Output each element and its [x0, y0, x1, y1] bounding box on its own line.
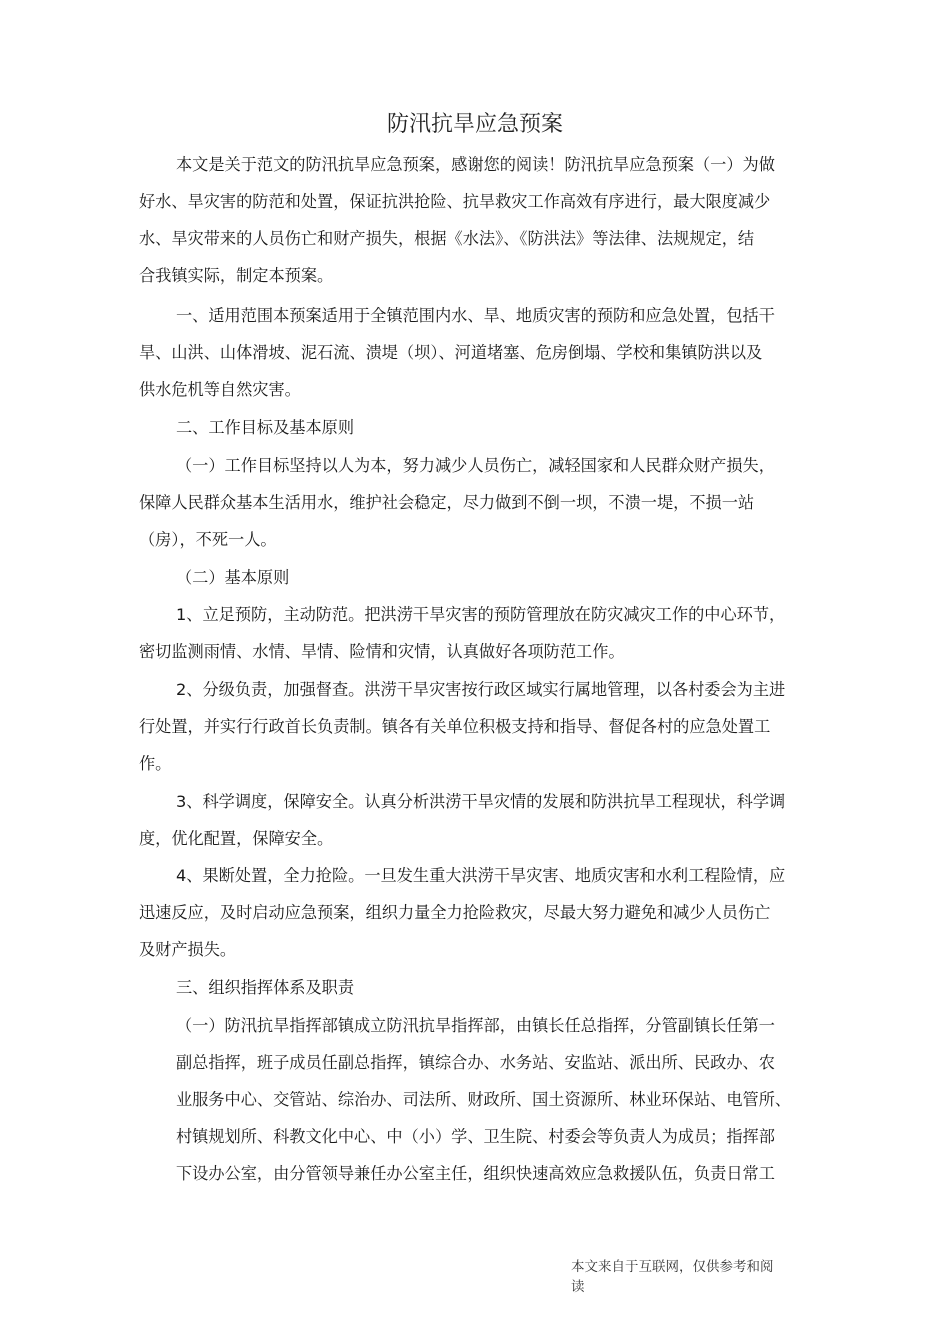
text-line: 本文是关于范文的防汛抗旱应急预案，感谢您的阅读！防汛抗旱应急预案（一）为做 [176, 155, 775, 174]
source-disclaimer [571, 1257, 791, 1297]
section-heading: （二）基本原则 [176, 568, 290, 587]
text-line: 下设办公室，由分管领导兼任办公室主任，组织快速高效应急救援队伍，负责日常工 [176, 1164, 775, 1183]
text-line: 密切监测雨情、水情、旱情、险情和灾情，认真做好各项防范工作。 [139, 642, 625, 661]
text-line: 一、适用范围本预案适用于全镇范围内水、旱、地质灾害的预防和应急处置，包括干 [176, 306, 775, 325]
text-line: 合我镇实际，制定本预案。 [139, 266, 334, 285]
disclaimer-line: 读 [571, 1279, 585, 1295]
text-line: 好水、旱灾害的防范和处置，保证抗洪抢险、抗旱救灾工作高效有序进行，最大限度减少 [139, 192, 771, 211]
text-line: 作。 [139, 754, 172, 773]
text-line: 村镇规划所、科教文化中心、中（小）学、卫生院、村委会等负责人为成员；指挥部 [176, 1127, 775, 1146]
text-line: 保障人民群众基本生活用水，维护社会稳定，尽力做到不倒一坝，不溃一堤，不损一站 [139, 493, 755, 512]
text-line: 度，优化配置，保障安全。 [139, 829, 334, 848]
text-line: 副总指挥，班子成员任副总指挥，镇综合办、水务站、安监站、派出所、民政办、农 [176, 1053, 775, 1072]
text-line: （一）工作目标坚持以人为本，努力减少人员伤亡，减轻国家和人民群众财产损失， [176, 456, 775, 475]
section-heading: 三、组织指挥体系及职责 [176, 978, 355, 997]
document-title: 防汛抗旱应急预案 [386, 112, 563, 137]
text-line: 2、分级负责，加强督查。洪涝干旱灾害按行政区域实行属地管理，以各村委会为主进 [176, 680, 786, 699]
text-line: 供水危机等自然灾害。 [139, 380, 301, 399]
text-line: 旱、山洪、山体滑坡、泥石流、溃堤（坝）、河道堵塞、危房倒塌、学校和集镇防洪以及 [139, 343, 763, 362]
disclaimer-line: 本文来自于互联网，仅供参考和阅 [571, 1259, 774, 1275]
text-line: 水、旱灾带来的人员伤亡和财产损失，根据《水法》、《防洪法》等法律、法规规定，结 [139, 229, 755, 248]
text-line: 及财产损失。 [139, 940, 237, 959]
text-line: 业服务中心、交管站、综治办、司法所、财政所、国土资源所、林业环保站、电管所、 [176, 1090, 792, 1109]
text-line: （一）防汛抗旱指挥部镇成立防汛抗旱指挥部，由镇长任总指挥，分管副镇长任第一 [176, 1016, 775, 1035]
text-line: 迅速反应，及时启动应急预案，组织力量全力抢险救灾，尽最大努力避免和减少人员伤亡 [139, 903, 771, 922]
text-line: （房），不死一人。 [139, 530, 277, 549]
section-heading: 二、工作目标及基本原则 [176, 418, 355, 437]
text-line: 1、立足预防，主动防范。把洪涝干旱灾害的预防管理放在防灾减灾工作的中心环节， [176, 605, 786, 624]
text-line: 行处置，并实行行政首长负责制。镇各有关单位积极支持和指导、督促各村的应急处置工 [139, 717, 771, 736]
text-line: 4、果断处置，全力抢险。一旦发生重大洪涝干旱灾害、地质灾害和水利工程险情，应 [176, 866, 786, 885]
text-line: 3、科学调度，保障安全。认真分析洪涝干旱灾情的发展和防洪抗旱工程现状，科学调 [176, 792, 786, 811]
